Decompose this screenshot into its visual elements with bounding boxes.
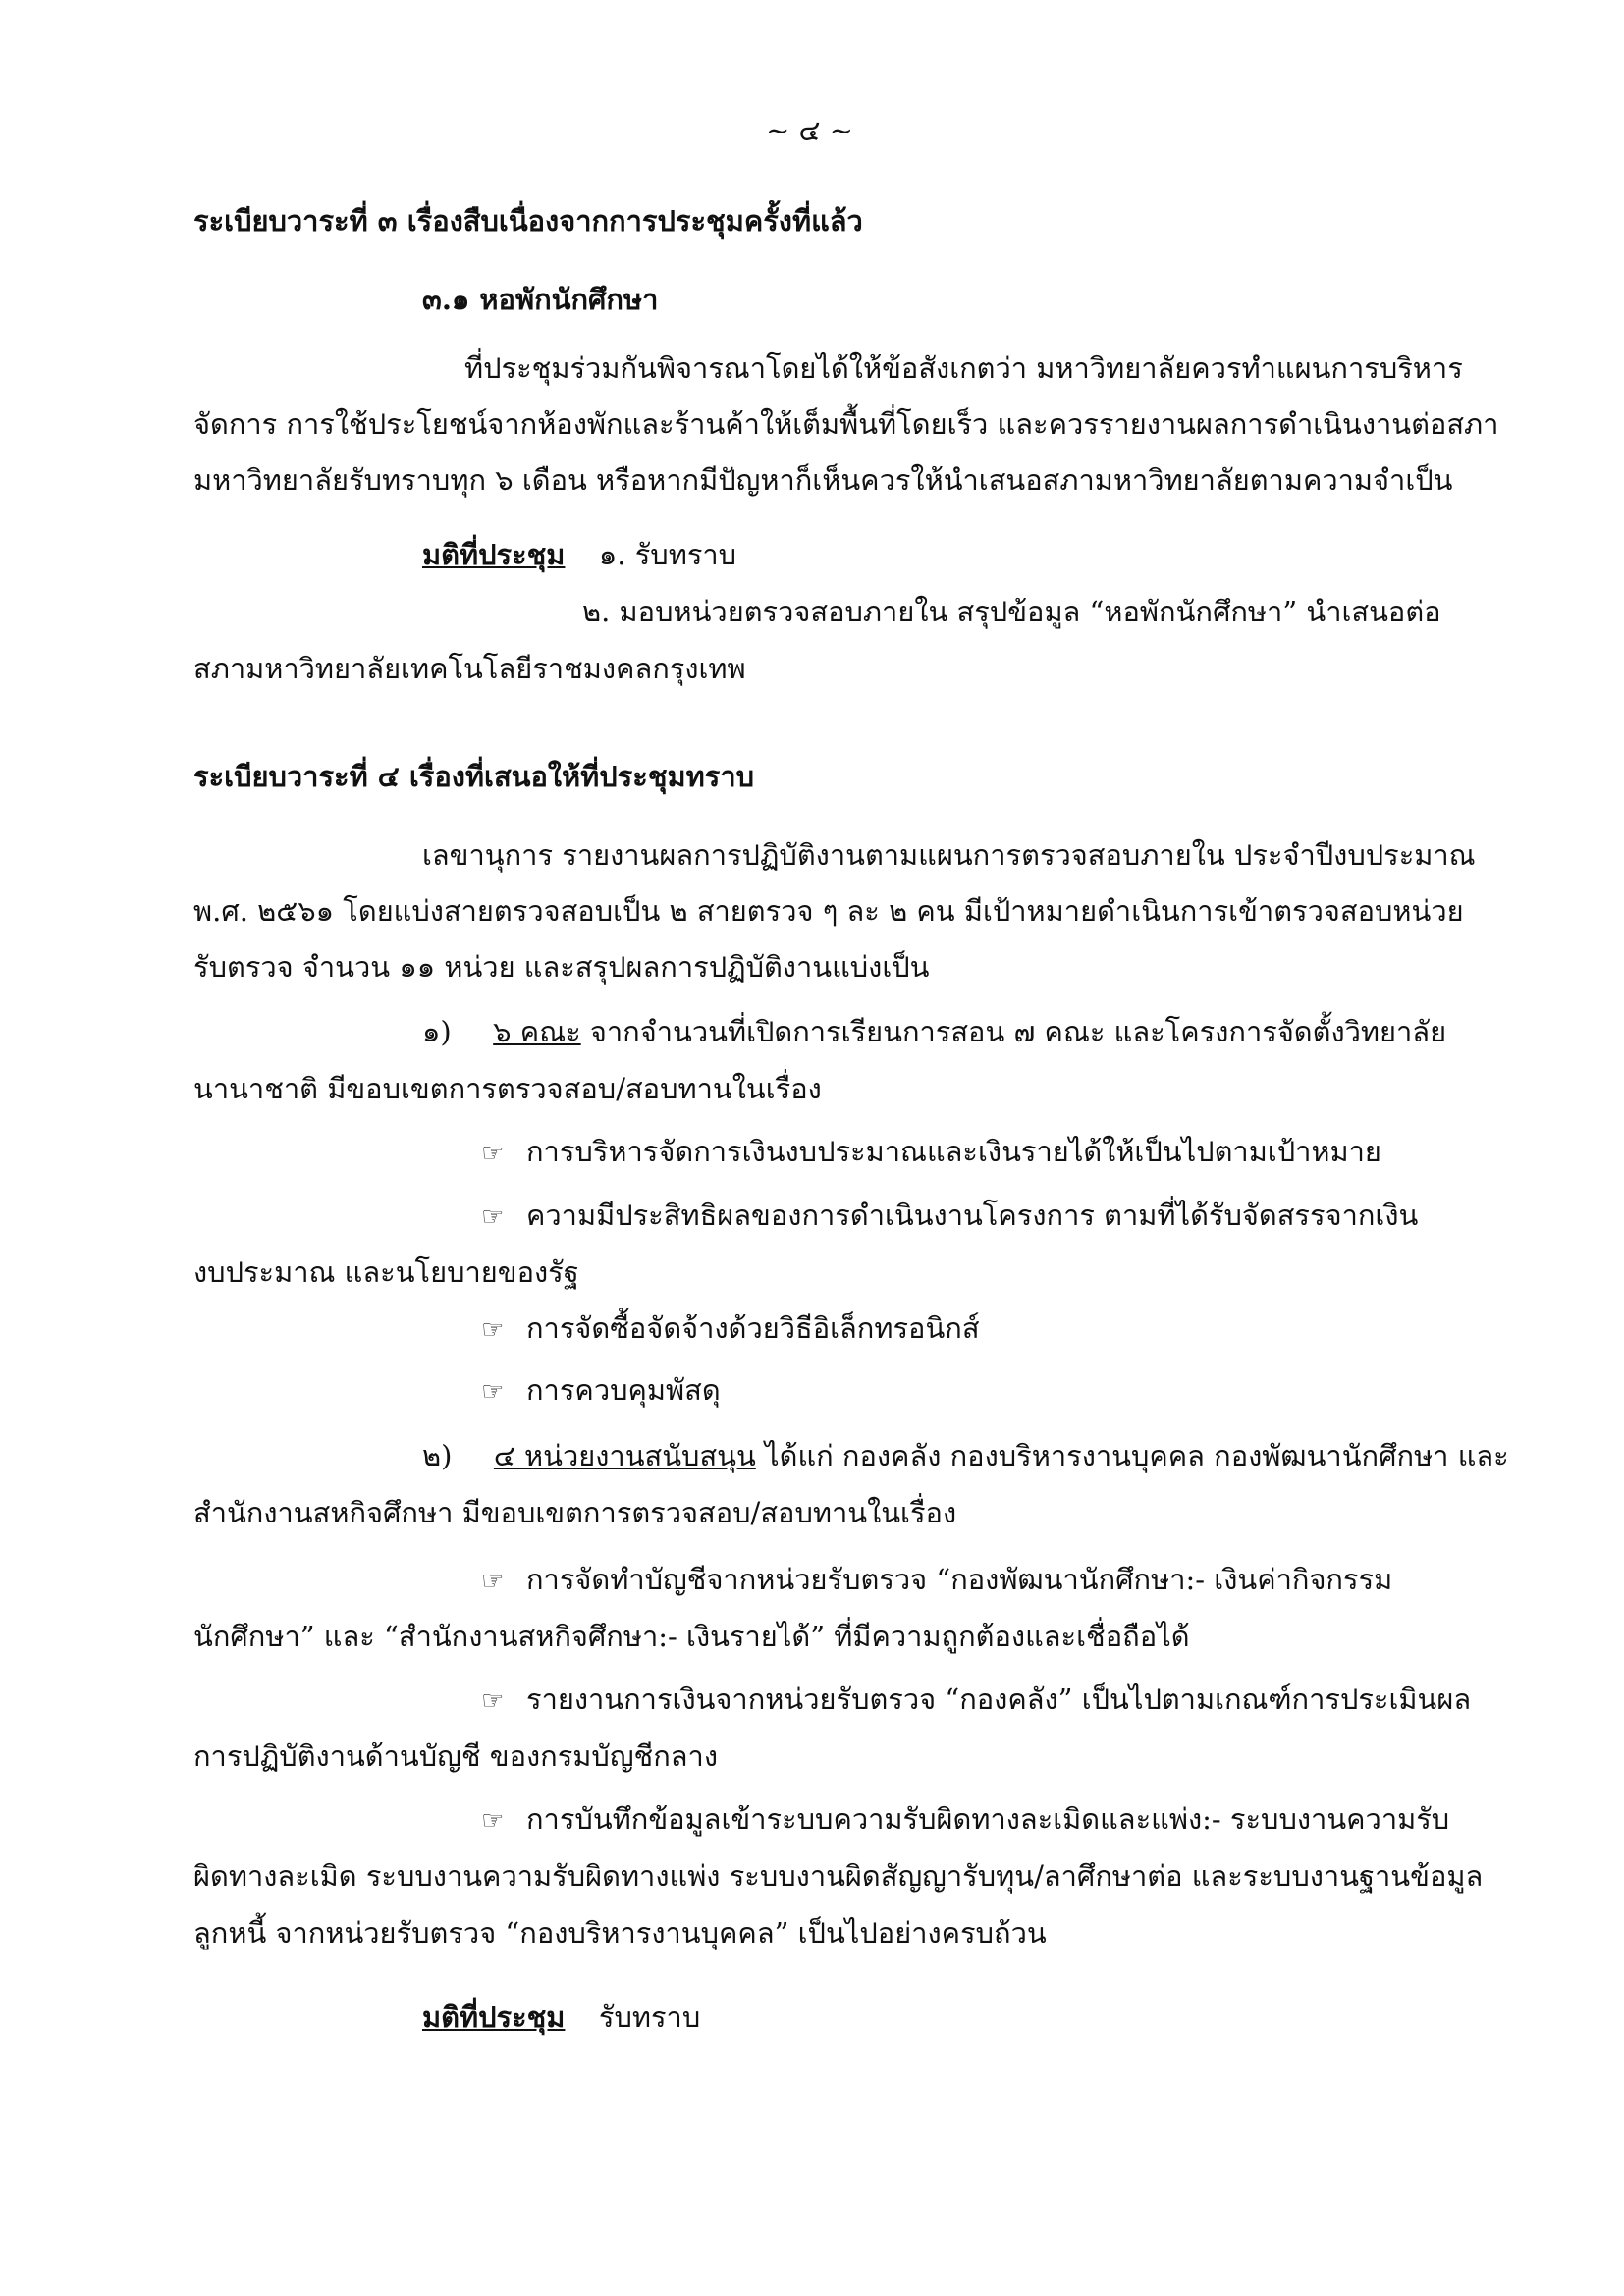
resolution-label: มติที่ประชุม <box>422 538 566 571</box>
bullet-text: รายงานการเงินจากหน่วยรับตรวจ “กองคลัง” เป็นไปตามเกณฑ์การประเมินผล <box>526 1682 1472 1716</box>
list-item <box>422 1433 1509 1478</box>
bullet-text: การควบคุมพัสดุ <box>526 1373 721 1407</box>
pointing-hand-icon: ☞ <box>481 1806 505 1836</box>
paragraph-line: งบประมาณ และนโยบายของรัฐ <box>193 1255 579 1289</box>
list-item <box>481 1557 1392 1602</box>
pointing-hand-icon: ☞ <box>481 1139 505 1168</box>
paragraph-line: ผิดทางละเมิด ระบบงานความรับผิดทางแพ่ง ระบบงานผิดสัญญารับทุน/ลาศึกษาต่อ และระบบงานฐานข้อมูล <box>193 1859 1484 1893</box>
paragraph-line: พ.ศ. ๒๕๖๑ โดยแบ่งสายตรวจสอบเป็น ๒ สายตรวจ ๆ ละ ๒ คน มีเป้าหมายดำเนินการเข้าตรวจสอบหน่วย <box>193 894 1464 928</box>
pointing-hand-icon: ☞ <box>481 1567 505 1596</box>
resolution-text: รับทราบ <box>598 2001 701 2034</box>
paragraph-line: ลูกหนี้ จากหน่วยรับตรวจ “กองบริหารงานบุคคล” เป็นไปอย่างครบถ้วน <box>193 1916 1047 1949</box>
bullet-text: ความมีประสิทธิผลของการดำเนินงานโครงการ ตามที่ได้รับจัดสรรจากเงิน <box>526 1199 1419 1232</box>
pointing-hand-icon: ☞ <box>481 1377 505 1407</box>
list-number: ๑) <box>422 1015 452 1048</box>
list-item <box>481 1193 1418 1238</box>
list-item-text: จากจำนวนที่เปิดการเรียนการสอน ๗ คณะ และโครงการจัดตั้งวิทยาลัย <box>580 1015 1447 1048</box>
paragraph-line: เลขานุการ รายงานผลการปฏิบัติงานตามแผนการตรวจสอบภายใน ประจำปีงบประมาณ <box>422 838 1476 872</box>
paragraph-line: ที่ประชุมร่วมกันพิจารณาโดยได้ให้ข้อสังเกตว่า มหาวิทยาลัยควรทำแผนการบริหาร <box>464 351 1463 385</box>
paragraph-line: นานาชาติ มีขอบเขตการตรวจสอบ/สอบทานในเรื่อง <box>193 1072 822 1105</box>
resolution-item: ๒. มอบหน่วยตรวจสอบภายใน สรุปข้อมูล “หอพักนักศึกษา” นำเสนอต่อ <box>582 595 1441 628</box>
paragraph-line: การปฏิบัติงานด้านบัญชี ของกรมบัญชีกลาง <box>193 1739 718 1773</box>
bullet-text: การบริหารจัดการเงินงบประมาณและเงินรายได้ให้เป็นไปตามเป้าหมาย <box>526 1135 1381 1168</box>
list-item <box>481 1677 1471 1722</box>
agenda-4-heading: ระเบียบวาระที่ ๔ เรื่องที่เสนอให้ที่ประชุมทราบ <box>193 760 755 793</box>
paragraph-line: สภามหาวิทยาลัยเทคโนโลยีราชมงคลกรุงเทพ <box>193 652 746 685</box>
paragraph-line: รับตรวจ จำนวน ๑๑ หน่วย และสรุปผลการปฏิบัติงานแบ่งเป็น <box>193 950 930 984</box>
bullet-text: การบันทึกข้อมูลเข้าระบบความรับผิดทางละเมิดและแพ่ง:- ระบบงานความรับ <box>526 1802 1450 1836</box>
list-item <box>481 1129 1381 1174</box>
agenda-3-heading: ระเบียบวาระที่ ๓ เรื่องสืบเนื่องจากการประชุมครั้งที่แล้ว <box>193 204 863 238</box>
paragraph-line: นักศึกษา” และ “สำนักงานสหกิจศึกษา:- เงินรายได้” ที่มีความถูกต้องและเชื่อถือได้ <box>193 1620 1190 1653</box>
resolution-line <box>422 1995 700 2040</box>
page-number: ~ ๔ ~ <box>766 114 853 147</box>
list-item <box>481 1796 1449 1842</box>
list-item-emphasis: ๔ หน่วยงานสนับสนุน <box>493 1439 756 1472</box>
pointing-hand-icon: ☞ <box>481 1315 505 1345</box>
pointing-hand-icon: ☞ <box>481 1686 505 1716</box>
list-item-text: ได้แก่ กองคลัง กองบริหารงานบุคคล กองพัฒนานักศึกษา และ <box>755 1439 1509 1472</box>
paragraph-line: มหาวิทยาลัยรับทราบทุก ๖ เดือน หรือหากมีปัญหาก็เห็นควรให้นำเสนอสภามหาวิทยาลัยตามความจำเป็น <box>193 463 1453 497</box>
pointing-hand-icon: ☞ <box>481 1202 505 1232</box>
paragraph-line: จัดการ การใช้ประโยชน์จากห้องพักและร้านค้าให้เต็มพื้นที่โดยเร็ว และควรรายงานผลการดำเนินงานต่อสภา <box>193 407 1499 441</box>
bullet-text: การจัดทำบัญชีจากหน่วยรับตรวจ “กองพัฒนานักศึกษา:- เงินค่ากิจกรรม <box>526 1563 1393 1596</box>
list-item-emphasis: ๖ คณะ <box>493 1015 581 1048</box>
list-number: ๒) <box>422 1439 453 1472</box>
agenda-3-1-heading: ๓.๑ หอพักนักศึกษา <box>422 283 659 316</box>
resolution-item: ๑. รับทราบ <box>598 538 737 571</box>
paragraph-line: สำนักงานสหกิจศึกษา มีขอบเขตการตรวจสอบ/สอบทานในเรื่อง <box>193 1496 957 1529</box>
resolution-line <box>422 532 736 577</box>
bullet-text: การจัดซื้อจัดจ้างด้วยวิธีอิเล็กทรอนิกส์ <box>526 1311 980 1345</box>
resolution-label: มติที่ประชุม <box>422 2001 566 2034</box>
list-item <box>481 1306 980 1351</box>
list-item <box>481 1367 721 1413</box>
list-item <box>422 1009 1446 1054</box>
